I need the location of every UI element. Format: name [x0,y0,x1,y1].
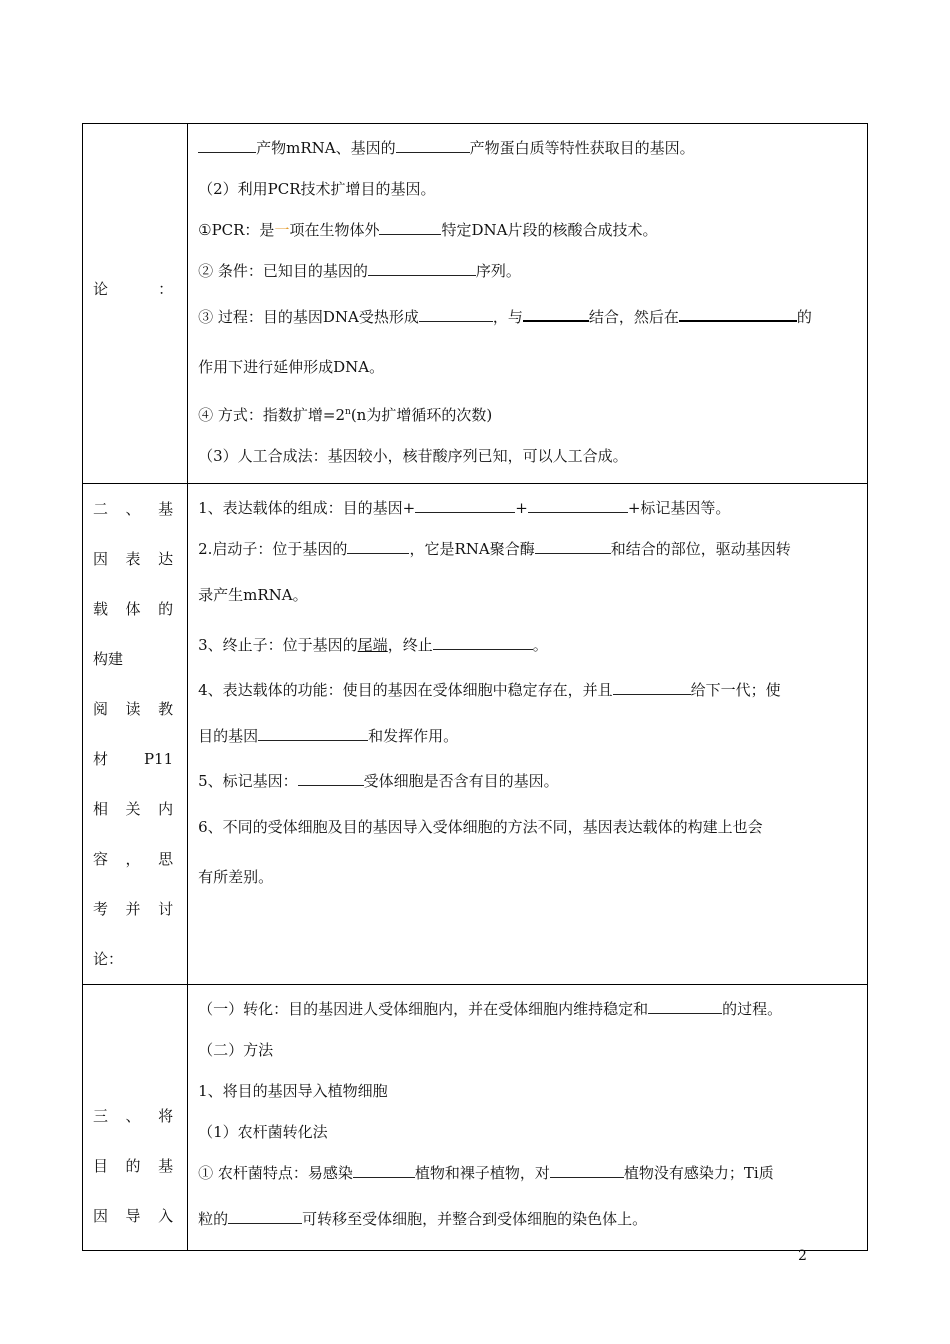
table-row [83,985,868,1251]
side-label: 论： [93,280,174,298]
text-line: 1、表达载体的组成：目的基因+ + +标记基因等。 [198,499,731,517]
text-line: 目的基因 和发挥作用。 [198,727,459,745]
page-number: 2 [798,1248,807,1264]
fill-blank [613,681,691,695]
text-line: ①PCR：是一项在生物体外 特定DNA片段的核酸合成技术。 [198,221,658,239]
fill-blank [433,636,533,650]
text-line: 产物mRNA、基因的 产物蛋白质等特性获取目的基因。 [198,128,857,169]
fill-blank [396,139,470,153]
text-line: 2.启动子：位于基因的 ，它是RNA聚合酶 和结合的部位，驱动基因转 [198,540,791,558]
text-line: （二）方法 [198,1041,274,1059]
text-line: （一）转化：目的基因进人受体细胞内，并在受体细胞内维持稳定和 的过程。 [198,1000,783,1018]
fill-blank [298,772,364,786]
content-cell [188,124,868,484]
content-cell [188,484,868,985]
fill-blank [648,1000,722,1014]
table-row [83,484,868,985]
fill-blank [528,499,628,513]
text-line: 录产生mRNA。 [198,586,308,604]
text-line: （2）利用PCR技术扩增目的基因。 [198,180,436,198]
fill-blank [679,307,797,322]
text-line: 1、将目的基因导入植物细胞 [198,1082,388,1100]
fill-blank [550,1164,624,1178]
text-line: （3）人工合成法：基因较小，核苷酸序列已知，可以人工合成。 [198,447,628,465]
text-line: 作用下进行延伸形成DNA。 [198,358,385,376]
fill-blank [535,540,611,554]
side-cell [83,124,188,484]
side-label: 二、基 因表达 载体的 构建 阅读教 材 P11 相关内 容，思 考并讨 论： [93,500,174,968]
fill-blank [379,221,441,235]
fill-blank [347,540,409,554]
fill-blank [368,262,476,276]
text-line: （1）农杆菌转化法 [198,1123,328,1141]
table-row [83,124,868,484]
fill-blank [415,499,515,513]
content-cell [188,985,868,1251]
side-cell [83,484,188,985]
text-line: 6、不同的受体细胞及目的基因导入受体细胞的方法不同，基因表达载体的构建上也会 [198,818,763,836]
fill-blank [228,1210,302,1224]
text-line: 3、终止子：位于基因的尾端，终止 。 [198,636,548,654]
content-table [82,123,868,1251]
fill-blank [198,139,256,153]
text-line: ④ 方式：指数扩增$=2^n(n$为扩增循环的次数) [198,406,493,424]
text-line: 4、表达载体的功能：使目的基因在受体细胞中稳定存在，并且 给下一代；使 [198,681,781,699]
fill-blank [258,727,368,741]
side-label: 三、将 目的基 因导入 [93,1107,174,1225]
text-line: ③ 过程：目的基因DNA受热形成 ，与 结合，然后在 的 [198,308,812,326]
text-line: ① 农杆菌特点：易感染 植物和裸子植物，对 植物没有感染力；Ti质 [198,1164,774,1182]
fill-blank [523,307,589,322]
text-line: 5、标记基因： 受体细胞是否含有目的基因。 [198,772,559,790]
text-line: 粒的 可转移至受体细胞，并整合到受体细胞的染色体上。 [198,1210,648,1228]
fill-blank [419,308,493,322]
text-line: ② 条件：已知目的基因的 序列。 [198,262,521,280]
side-cell [83,985,188,1251]
fill-blank [353,1164,415,1178]
text-line: 有所差别。 [198,868,274,886]
